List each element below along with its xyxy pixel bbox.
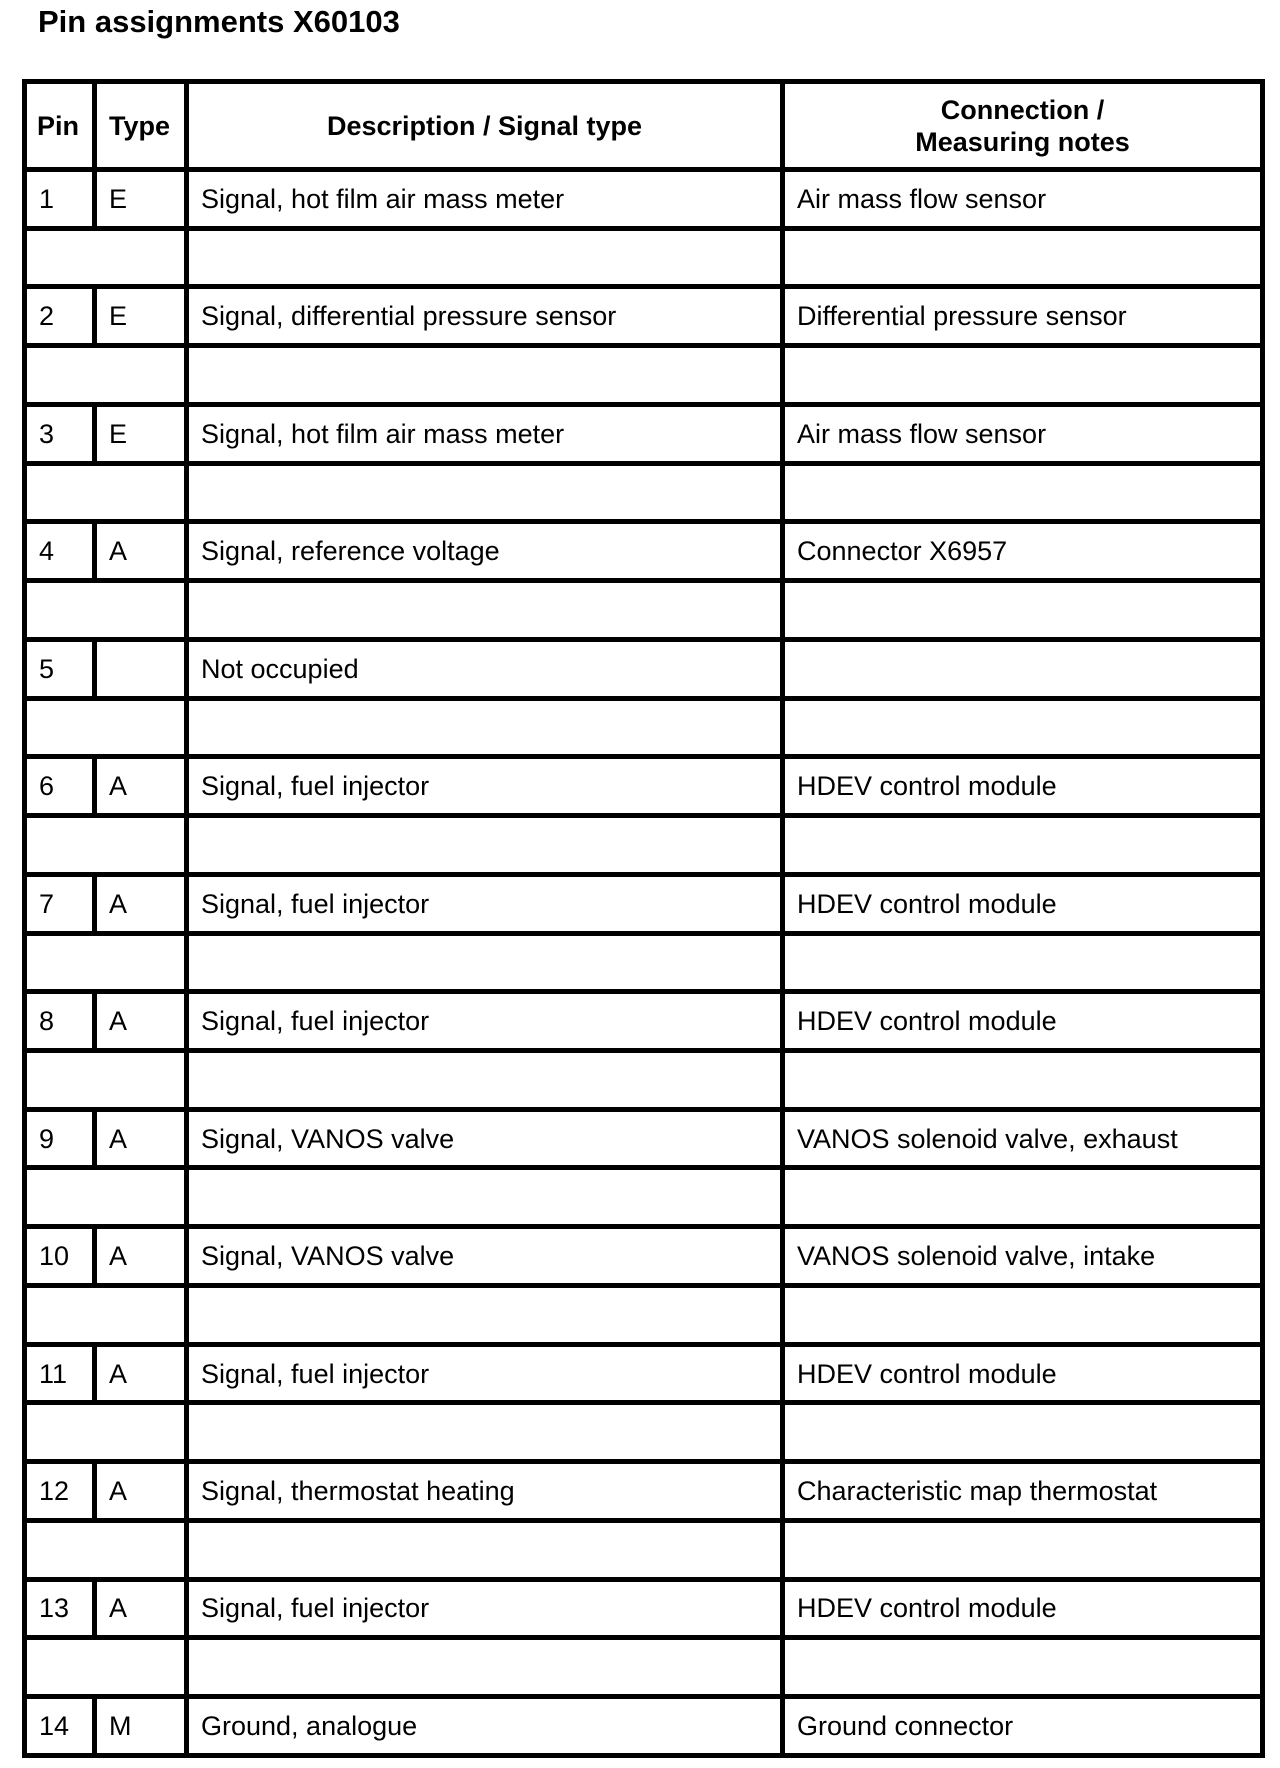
spacer-cell bbox=[25, 1051, 187, 1110]
column-header-connection bbox=[783, 82, 1263, 170]
table-row bbox=[25, 1109, 1263, 1168]
cell-description: Signal, thermostat heating bbox=[187, 1462, 783, 1521]
table-spacer-row bbox=[25, 346, 1263, 405]
spacer-cell bbox=[783, 463, 1263, 522]
pin-assignment-table bbox=[22, 79, 1265, 1758]
cell-description: Signal, hot film air mass meter bbox=[187, 170, 783, 229]
spacer-cell bbox=[783, 933, 1263, 992]
column-header-connection-line2: Measuring notes bbox=[915, 126, 1130, 157]
spacer-cell bbox=[783, 581, 1263, 640]
cell-type: A bbox=[95, 1462, 187, 1521]
spacer-cell bbox=[187, 1638, 783, 1697]
table-spacer-row bbox=[25, 1285, 1263, 1344]
cell-pin: 1 bbox=[25, 170, 95, 229]
table-spacer-row bbox=[25, 1051, 1263, 1110]
spacer-cell bbox=[187, 1520, 783, 1579]
spacer-cell bbox=[783, 1285, 1263, 1344]
spacer-cell bbox=[783, 1638, 1263, 1697]
spacer-cell bbox=[25, 581, 187, 640]
spacer-cell bbox=[187, 228, 783, 287]
cell-description: Signal, reference voltage bbox=[187, 522, 783, 581]
table-row bbox=[25, 287, 1263, 346]
spacer-cell bbox=[25, 816, 187, 875]
cell-type: E bbox=[95, 287, 187, 346]
spacer-cell bbox=[783, 1051, 1263, 1110]
table-row bbox=[25, 874, 1263, 933]
cell-type: A bbox=[95, 1227, 187, 1286]
spacer-cell bbox=[187, 463, 783, 522]
spacer-cell bbox=[187, 1403, 783, 1462]
spacer-cell bbox=[783, 698, 1263, 757]
cell-type: E bbox=[95, 404, 187, 463]
cell-connection: HDEV control module bbox=[783, 874, 1263, 933]
spacer-cell bbox=[187, 1051, 783, 1110]
table-spacer-row bbox=[25, 1638, 1263, 1697]
cell-connection: Air mass flow sensor bbox=[783, 404, 1263, 463]
table-spacer-row bbox=[25, 933, 1263, 992]
spacer-cell bbox=[187, 816, 783, 875]
table-row bbox=[25, 1227, 1263, 1286]
spacer-cell bbox=[187, 1285, 783, 1344]
cell-description: Signal, fuel injector bbox=[187, 992, 783, 1051]
spacer-cell bbox=[187, 1168, 783, 1227]
table-spacer-row bbox=[25, 698, 1263, 757]
cell-pin: 9 bbox=[25, 1109, 95, 1168]
cell-pin: 2 bbox=[25, 287, 95, 346]
spacer-cell bbox=[25, 1638, 187, 1697]
cell-pin: 3 bbox=[25, 404, 95, 463]
table-spacer-row bbox=[25, 816, 1263, 875]
table-header-row bbox=[25, 82, 1263, 170]
cell-type: A bbox=[95, 992, 187, 1051]
cell-type: A bbox=[95, 874, 187, 933]
cell-type: A bbox=[95, 522, 187, 581]
column-header-type: Type bbox=[95, 82, 187, 170]
cell-connection: Ground connector bbox=[783, 1697, 1263, 1756]
cell-type: A bbox=[95, 1344, 187, 1403]
page-title: Pin assignments X60103 bbox=[38, 4, 400, 39]
table-body bbox=[25, 170, 1263, 1756]
column-header-connection-line1: Connection / bbox=[940, 94, 1105, 125]
table-row bbox=[25, 404, 1263, 463]
cell-description: Ground, analogue bbox=[187, 1697, 783, 1756]
table-row bbox=[25, 1462, 1263, 1521]
cell-connection: HDEV control module bbox=[783, 1579, 1263, 1638]
spacer-cell bbox=[783, 1403, 1263, 1462]
cell-pin: 4 bbox=[25, 522, 95, 581]
cell-description: Signal, fuel injector bbox=[187, 874, 783, 933]
table-row bbox=[25, 1697, 1263, 1756]
spacer-cell bbox=[783, 228, 1263, 287]
table-spacer-row bbox=[25, 228, 1263, 287]
table-row bbox=[25, 170, 1263, 229]
spacer-cell bbox=[25, 1403, 187, 1462]
cell-connection: VANOS solenoid valve, exhaust bbox=[783, 1109, 1263, 1168]
column-header-description: Description / Signal type bbox=[187, 82, 783, 170]
cell-type: A bbox=[95, 1579, 187, 1638]
spacer-cell bbox=[187, 933, 783, 992]
spacer-cell bbox=[25, 933, 187, 992]
table-spacer-row bbox=[25, 1168, 1263, 1227]
cell-description: Signal, VANOS valve bbox=[187, 1227, 783, 1286]
cell-description: Signal, fuel injector bbox=[187, 1344, 783, 1403]
cell-pin: 12 bbox=[25, 1462, 95, 1521]
spacer-cell bbox=[783, 1520, 1263, 1579]
spacer-cell bbox=[25, 228, 187, 287]
table-spacer-row bbox=[25, 1403, 1263, 1462]
cell-connection: Connector X6957 bbox=[783, 522, 1263, 581]
spacer-cell bbox=[783, 816, 1263, 875]
table-row bbox=[25, 639, 1263, 698]
cell-connection bbox=[783, 639, 1263, 698]
cell-connection: HDEV control module bbox=[783, 1344, 1263, 1403]
column-header-pin: Pin bbox=[25, 82, 95, 170]
cell-connection: HDEV control module bbox=[783, 992, 1263, 1051]
cell-type: E bbox=[95, 170, 187, 229]
spacer-cell bbox=[25, 346, 187, 405]
spacer-cell bbox=[25, 463, 187, 522]
spacer-cell bbox=[25, 1520, 187, 1579]
spacer-cell bbox=[25, 1168, 187, 1227]
spacer-cell bbox=[187, 346, 783, 405]
spacer-cell bbox=[25, 698, 187, 757]
table-row bbox=[25, 1344, 1263, 1403]
cell-description: Signal, VANOS valve bbox=[187, 1109, 783, 1168]
cell-type: M bbox=[95, 1697, 187, 1756]
cell-pin: 10 bbox=[25, 1227, 95, 1286]
cell-connection: Air mass flow sensor bbox=[783, 170, 1263, 229]
spacer-cell bbox=[187, 698, 783, 757]
cell-pin: 14 bbox=[25, 1697, 95, 1756]
cell-pin: 13 bbox=[25, 1579, 95, 1638]
table-row bbox=[25, 1579, 1263, 1638]
spacer-cell bbox=[187, 581, 783, 640]
spacer-cell bbox=[783, 346, 1263, 405]
cell-pin: 11 bbox=[25, 1344, 95, 1403]
cell-connection: VANOS solenoid valve, intake bbox=[783, 1227, 1263, 1286]
cell-type bbox=[95, 639, 187, 698]
table-spacer-row bbox=[25, 463, 1263, 522]
table-row bbox=[25, 522, 1263, 581]
cell-type: A bbox=[95, 757, 187, 816]
spacer-cell bbox=[783, 1168, 1263, 1227]
cell-description: Not occupied bbox=[187, 639, 783, 698]
cell-description: Signal, fuel injector bbox=[187, 1579, 783, 1638]
table-row bbox=[25, 992, 1263, 1051]
cell-pin: 6 bbox=[25, 757, 95, 816]
cell-pin: 7 bbox=[25, 874, 95, 933]
cell-pin: 8 bbox=[25, 992, 95, 1051]
table-spacer-row bbox=[25, 1520, 1263, 1579]
table-spacer-row bbox=[25, 581, 1263, 640]
cell-connection: Characteristic map thermostat bbox=[783, 1462, 1263, 1521]
cell-description: Signal, hot film air mass meter bbox=[187, 404, 783, 463]
cell-connection: Differential pressure sensor bbox=[783, 287, 1263, 346]
cell-description: Signal, fuel injector bbox=[187, 757, 783, 816]
cell-type: A bbox=[95, 1109, 187, 1168]
spacer-cell bbox=[25, 1285, 187, 1344]
cell-connection: HDEV control module bbox=[783, 757, 1263, 816]
cell-description: Signal, differential pressure sensor bbox=[187, 287, 783, 346]
table-row bbox=[25, 757, 1263, 816]
cell-pin: 5 bbox=[25, 639, 95, 698]
